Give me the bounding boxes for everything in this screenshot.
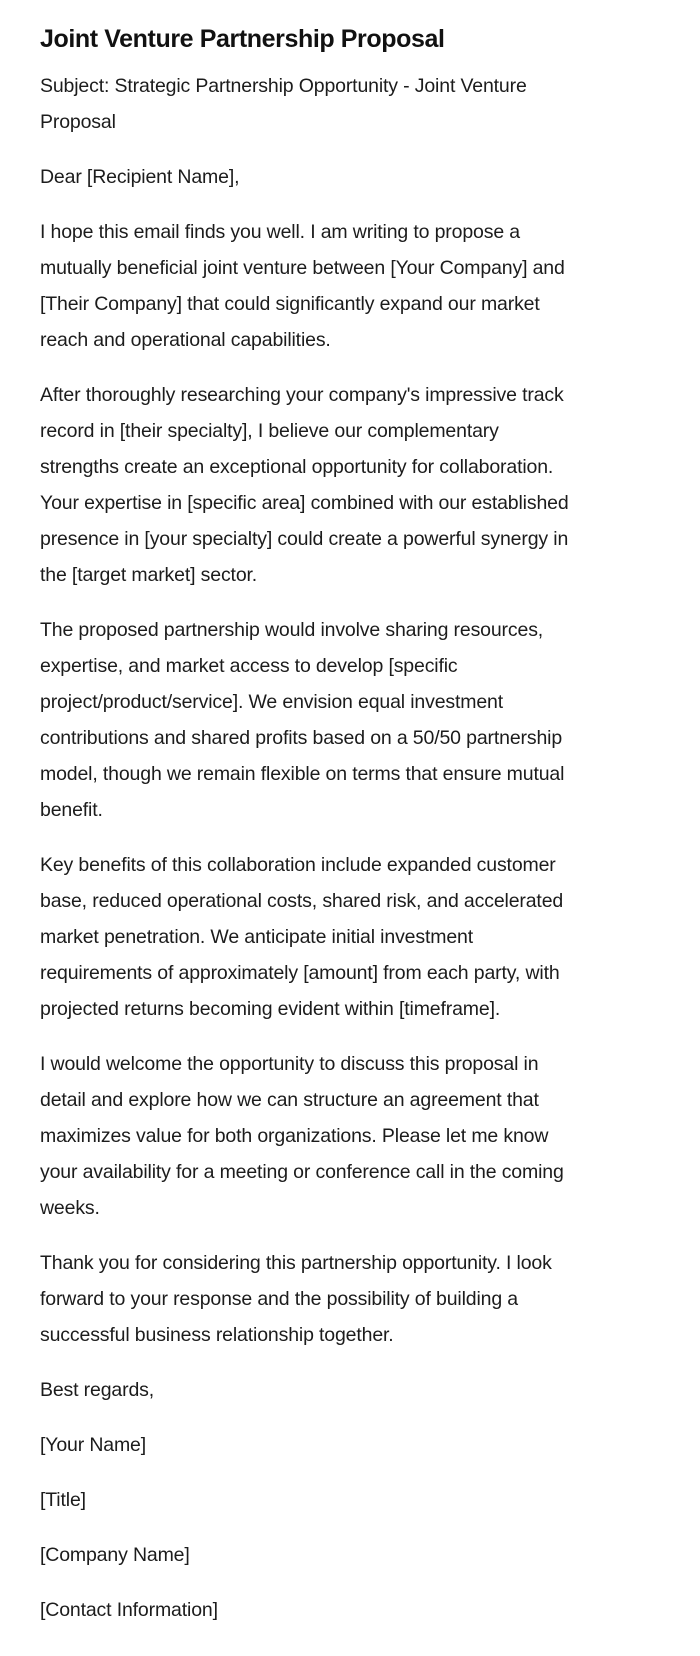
text-line: record in [their specialty], I believe our complementary	[40, 420, 499, 442]
text-line: Dear [Recipient Name],	[40, 166, 240, 188]
text-line: Key benefits of this collaboration include expanded customer	[40, 854, 556, 876]
text-line: forward to your response and the possibility of building a	[40, 1288, 519, 1310]
text-line: mutually beneficial joint venture between [Your Company] and	[40, 257, 565, 279]
text-line: your availability for a meeting or conference call in the coming	[40, 1161, 564, 1183]
text-line: Your expertise in [specific area] combined with our established	[40, 492, 569, 514]
text-line: Proposal	[40, 111, 116, 133]
text-line: strengths create an exceptional opportunity for collaboration.	[40, 456, 554, 478]
text-line: [Title]	[40, 1489, 86, 1511]
salutation	[40, 159, 660, 195]
benefits-paragraph	[40, 847, 660, 1027]
text-line: maximizes value for both organizations. Please let me know	[40, 1125, 549, 1147]
signature-contact	[40, 1592, 660, 1628]
text-line: Thank you for considering this partnership opportunity. I look	[40, 1252, 552, 1274]
text-line: base, reduced operational costs, shared risk, and accelerated	[40, 890, 564, 912]
text-line: presence in [your specialty] could create a powerful synergy in	[40, 528, 569, 550]
proposal-paragraph	[40, 612, 660, 828]
research-paragraph	[40, 377, 660, 593]
text-line: model, though we remain flexible on terms that ensure mutual	[40, 763, 565, 785]
text-line: projected returns becoming evident within [timeframe].	[40, 998, 501, 1020]
intro-paragraph	[40, 214, 660, 358]
text-line: requirements of approximately [amount] from each party, with	[40, 962, 560, 984]
text-line: project/product/service]. We envision equal investment	[40, 691, 504, 713]
text-line: benefit.	[40, 799, 103, 821]
text-line: reach and operational capabilities.	[40, 329, 331, 351]
signature-company	[40, 1537, 660, 1573]
document-title: Joint Venture Partnership Proposal	[40, 25, 445, 53]
text-line: market penetration. We anticipate initial investment	[40, 926, 473, 948]
text-line: the [target market] sector.	[40, 564, 258, 586]
text-line: I hope this email finds you well. I am writing to propose a	[40, 221, 520, 243]
text-line: After thoroughly researching your company's impressive track	[40, 384, 564, 406]
closing-paragraph	[40, 1245, 660, 1353]
text-line: [Their Company] that could significantly expand our market	[40, 293, 540, 315]
sign-off	[40, 1372, 660, 1408]
subject-line	[40, 68, 660, 140]
text-line: successful business relationship together.	[40, 1324, 394, 1346]
text-line: expertise, and market access to develop [specific	[40, 655, 458, 677]
text-line: [Your Name]	[40, 1434, 147, 1456]
text-line: Best regards,	[40, 1379, 155, 1401]
document-body	[40, 68, 660, 1647]
text-line: Subject: Strategic Partnership Opportunity - Joint Venture	[40, 75, 527, 97]
text-line: weeks.	[40, 1197, 100, 1219]
text-line: [Company Name]	[40, 1544, 190, 1566]
signature-name	[40, 1427, 660, 1463]
text-line: [Contact Information]	[40, 1599, 218, 1621]
text-line: detail and explore how we can structure an agreement that	[40, 1089, 539, 1111]
text-line: contributions and shared profits based on a 50/50 partnership	[40, 727, 563, 749]
text-line: I would welcome the opportunity to discuss this proposal in	[40, 1053, 539, 1075]
meeting-request-paragraph	[40, 1046, 660, 1226]
signature-title	[40, 1482, 660, 1518]
text-line: The proposed partnership would involve sharing resources,	[40, 619, 544, 641]
